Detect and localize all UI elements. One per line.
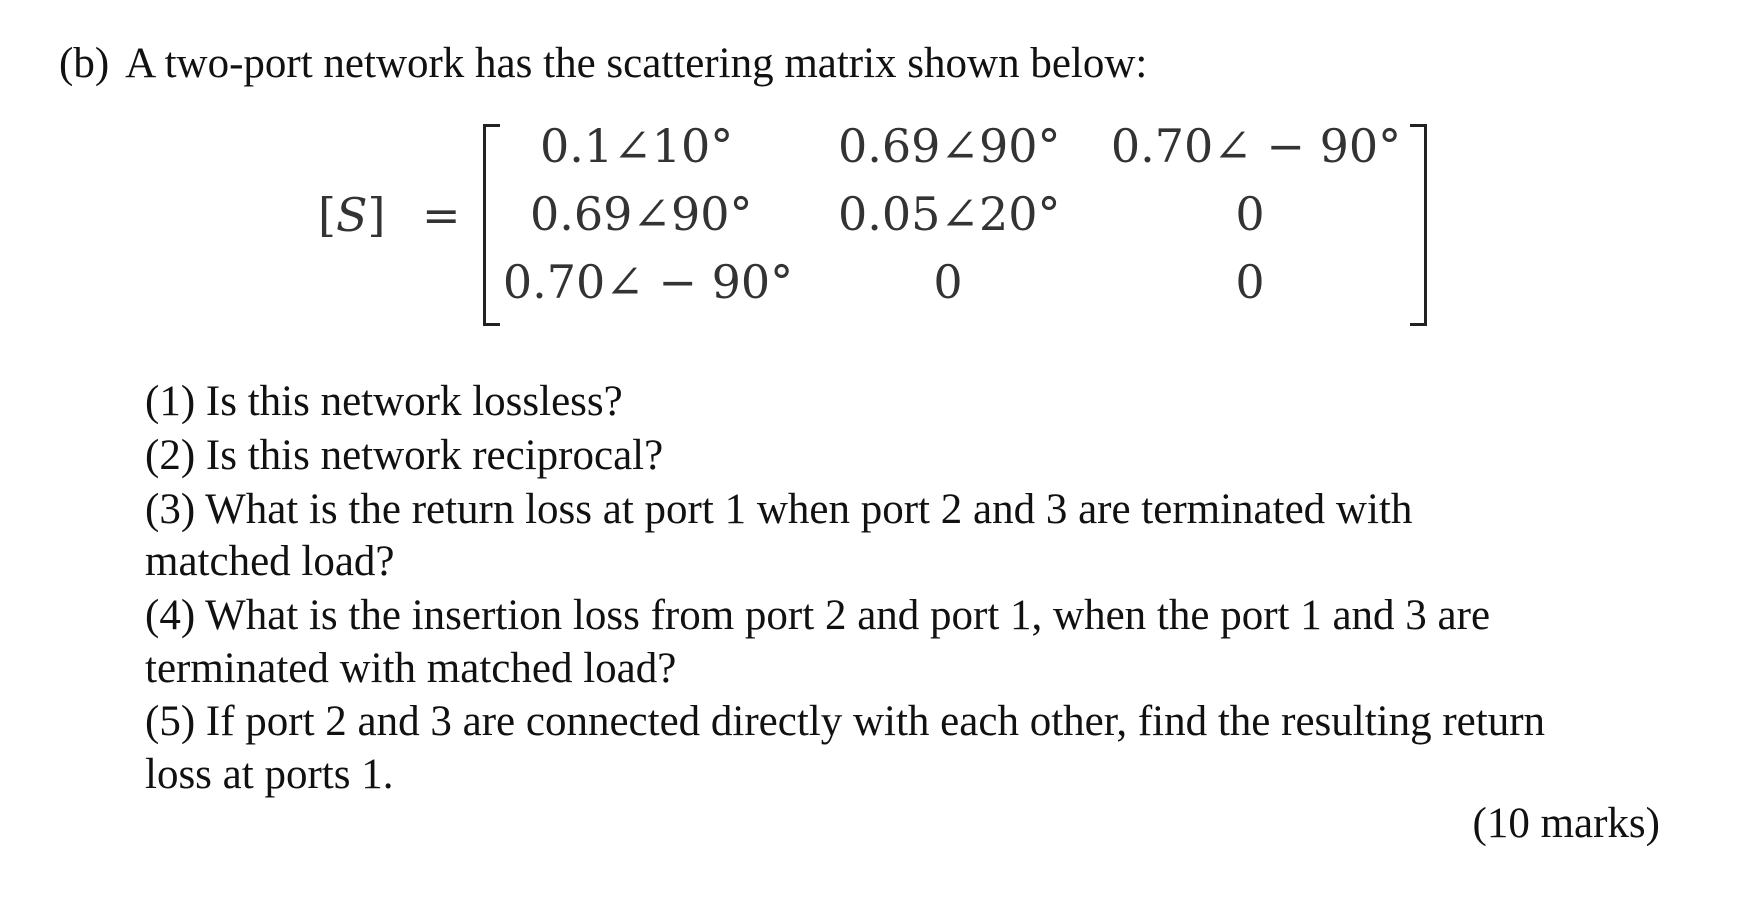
sub-question-5-line-1: (5) If port 2 and 3 are connected directly with each other, find the resulting return (145, 698, 1546, 745)
matrix-cell-r2c1: 0.69∠90° (530, 187, 753, 241)
sub-question-4-line-2: terminated with matched load? (145, 645, 677, 692)
lhs-close-bracket: ] (367, 188, 386, 242)
sub-question-4-line-1: (4) What is the insertion loss from port 2 and port 1, when the port 1 and 3 are (145, 592, 1491, 639)
marks-allocation: (10 marks) (1472, 800, 1660, 847)
matrix-right-bracket (1410, 124, 1427, 326)
question-heading (59, 38, 1147, 90)
sub-question-1: (1) Is this network lossless? (145, 378, 623, 425)
matrix-cell-r3c1: 0.70∠ − 90° (502, 255, 794, 309)
lhs-open-bracket: [ (318, 188, 336, 242)
sub-question-3-line-1: (3) What is the return loss at port 1 when port 2 and 3 are terminated with (145, 486, 1413, 533)
part-label: (b) (59, 40, 110, 87)
sub-question-5-line-2: loss at ports 1. (145, 751, 394, 798)
sub-question-3-line-2: matched load? (145, 538, 395, 585)
matrix-cell-r2c3: 0 (1235, 187, 1265, 241)
matrix-cell-r3c2: 0 (933, 255, 963, 309)
lhs-symbol: S (335, 188, 368, 242)
matrix-cell-r1c3: 0.70∠ − 90° (1110, 119, 1402, 173)
matrix-cell-r1c1: 0.1∠10° (540, 119, 734, 173)
matrix-cell-r3c3: 0 (1235, 255, 1265, 309)
sub-question-2: (2) Is this network reciprocal? (145, 432, 664, 479)
matrix-cell-r2c2: 0.05∠20° (838, 187, 1061, 241)
heading-text: A two-port network has the scattering matrix shown below: (125, 40, 1148, 87)
equals-sign: = (422, 188, 461, 242)
matrix-lhs (318, 187, 461, 243)
matrix-cell-r1c2: 0.69∠90° (838, 119, 1061, 173)
